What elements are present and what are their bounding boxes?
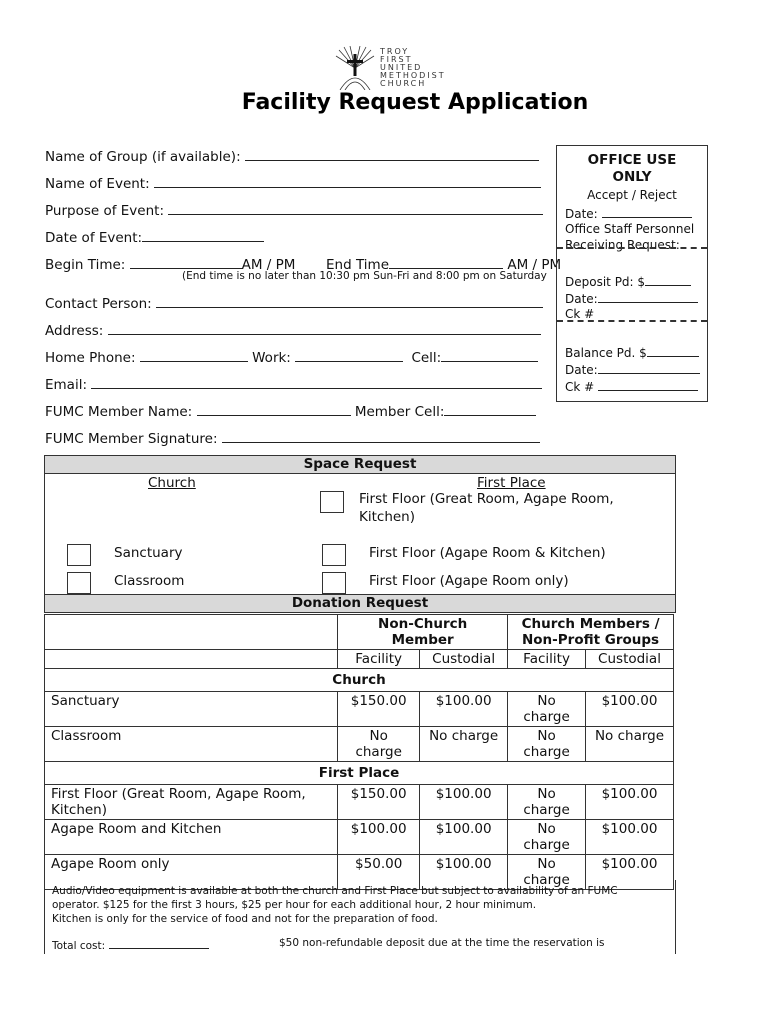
av-note-1: Audio/Video equipment is available at both the church and First Place but subject to availability of an FUMC <box>52 885 618 897</box>
member-signature-field[interactable] <box>222 428 540 443</box>
nonchurch-facility: $150.00 <box>338 692 420 727</box>
church-section-label: Church <box>45 669 674 692</box>
agape-kitchen-label: First Floor (Agape Room & Kitchen) <box>369 545 606 561</box>
nonchurch-custodial: $100.00 <box>420 692 508 727</box>
begin-ampm: AM / PM <box>241 257 296 273</box>
logo-line: METHODIST <box>380 71 446 80</box>
checkbox-first-floor-full[interactable] <box>320 491 344 513</box>
accept-reject: Accept / Reject <box>587 188 677 202</box>
section-row <box>45 762 674 785</box>
facility-header: Facility <box>338 650 420 669</box>
first-floor-full-label: First Floor (Great Room, Agape Room, <box>359 491 614 507</box>
member-cell-field[interactable] <box>444 401 536 416</box>
date-field[interactable] <box>142 227 264 242</box>
group-name-row <box>45 146 539 165</box>
deposit-note: $50 non-refundable deposit due at the time the reservation is <box>279 937 605 949</box>
kitchen-note: Kitchen is only for the service of food and not for the preparation of food. <box>52 913 438 925</box>
deposit-field[interactable] <box>645 273 691 286</box>
row-name: Sanctuary <box>45 692 338 727</box>
office-date-1: Date: <box>565 205 692 221</box>
event-name-row <box>45 173 541 192</box>
row-name: Classroom <box>45 727 338 762</box>
email-label: Email: <box>45 377 88 393</box>
nonchurch-facility: $50.00 <box>338 855 420 890</box>
sanctuary-label: Sanctuary <box>114 545 183 561</box>
begin-time-label: Begin Time: <box>45 257 126 273</box>
group-name-label: Name of Group (if available): <box>45 149 241 165</box>
custodial-header: Custodial <box>420 650 508 669</box>
member-name-label: FUMC Member Name: <box>45 404 193 420</box>
deposit-paid: Deposit Pd: $ <box>565 273 691 289</box>
phone-row <box>45 347 538 366</box>
begin-time-field[interactable] <box>130 254 242 269</box>
first-place-section-label: First Place <box>45 762 674 785</box>
member-signature-label: FUMC Member Signature: <box>45 431 218 447</box>
balance-paid: Balance Pd. $ <box>565 344 699 360</box>
first-place-heading: First Place <box>477 475 546 491</box>
office-use-heading-2: ONLY <box>612 169 652 185</box>
office-use-heading: OFFICE USE <box>587 152 677 168</box>
member-custodial: $100.00 <box>586 785 674 820</box>
nonchurch-facility: No charge <box>338 727 420 762</box>
cell-field[interactable] <box>441 347 538 362</box>
cross-sunburst-icon <box>334 46 376 90</box>
home-phone-label: Home Phone: <box>45 350 136 366</box>
office-date-3: Date: <box>565 361 700 377</box>
contact-field[interactable] <box>156 293 543 308</box>
purpose-field[interactable] <box>168 200 543 215</box>
event-name-label: Name of Event: <box>45 176 150 192</box>
checkbox-classroom[interactable] <box>67 572 91 594</box>
logo-line: TROY <box>380 47 410 56</box>
nonchurch-custodial: $100.00 <box>420 785 508 820</box>
checkbox-agape-only[interactable] <box>322 572 346 594</box>
logo-line: FIRST <box>380 55 413 64</box>
nonchurch-custodial: $100.00 <box>420 855 508 890</box>
work-label: Work: <box>252 350 291 366</box>
date-row <box>45 227 264 246</box>
end-time-field[interactable] <box>389 254 503 269</box>
row-name: Agape Room only <box>45 855 338 890</box>
table-cell <box>45 650 338 669</box>
church-logo <box>334 46 464 90</box>
home-phone-field[interactable] <box>140 347 248 362</box>
email-field[interactable] <box>91 374 542 389</box>
nonchurch-custodial: No charge <box>420 727 508 762</box>
nonchurch-custodial: $100.00 <box>420 820 508 855</box>
custodial-header: Custodial <box>586 650 674 669</box>
check-number-1: Ck # <box>565 307 595 321</box>
space-request-header: Space Request <box>44 455 676 474</box>
end-time-label: End Time <box>326 257 390 273</box>
member-name-field[interactable] <box>197 401 351 416</box>
member-facility: No charge <box>508 855 586 890</box>
first-floor-full-label-2: Kitchen) <box>359 509 416 525</box>
purpose-label: Purpose of Event: <box>45 203 164 219</box>
row-name: Agape Room and Kitchen <box>45 820 338 855</box>
check-number-2: Ck # <box>565 378 698 394</box>
checkbox-agape-kitchen[interactable] <box>322 544 346 566</box>
checkbox-sanctuary[interactable] <box>67 544 91 566</box>
dashed-divider <box>557 320 707 322</box>
nonchurch-facility: $100.00 <box>338 820 420 855</box>
section-row <box>45 669 674 692</box>
office-date-2: Date: <box>565 290 698 306</box>
table-row <box>45 820 674 855</box>
office-date-1-field[interactable] <box>602 205 692 218</box>
table-row <box>45 785 674 820</box>
av-note-2: operator. $125 for the first 3 hours, $25 per hour for each additional hour, 2 hour minimum. <box>52 899 537 911</box>
event-name-field[interactable] <box>154 173 541 188</box>
member-facility: No charge <box>508 692 586 727</box>
office-staff: Office Staff Personnel <box>565 222 695 236</box>
member-facility: No charge <box>508 785 586 820</box>
donation-table <box>44 614 674 890</box>
group-name-field[interactable] <box>245 146 539 161</box>
classroom-label: Classroom <box>114 573 185 589</box>
member-custodial: $100.00 <box>586 855 674 890</box>
table-cell <box>45 615 338 650</box>
address-row <box>45 320 541 339</box>
church-members-header: Church Members / Non-Profit Groups <box>508 615 674 650</box>
footer-notes <box>44 880 676 954</box>
cell-label: Cell: <box>411 350 442 366</box>
member-facility: No charge <box>508 820 586 855</box>
table-subheader-row <box>45 650 674 669</box>
member-custodial: $100.00 <box>586 692 674 727</box>
member-custodial: No charge <box>586 727 674 762</box>
member-name-row <box>45 401 536 420</box>
purpose-row <box>45 200 543 219</box>
date-label: Date of Event: <box>45 230 143 246</box>
table-header-row <box>45 615 674 650</box>
page-title: Facility Request Application <box>241 90 589 115</box>
member-cell-label: Member Cell: <box>354 404 445 420</box>
work-field[interactable] <box>295 347 403 362</box>
church-heading: Church <box>148 475 196 491</box>
office-date-3-field[interactable] <box>598 361 700 374</box>
check-number-2-field[interactable] <box>598 378 698 391</box>
table-row <box>45 692 674 727</box>
logo-line: CHURCH <box>380 79 427 88</box>
dashed-divider <box>557 247 707 249</box>
balance-field[interactable] <box>647 344 699 357</box>
row-name: First Floor (Great Room, Agape Room, Kitchen) <box>45 785 338 820</box>
facility-header: Facility <box>508 650 586 669</box>
nonchurch-facility: $150.00 <box>338 785 420 820</box>
member-custodial: $100.00 <box>586 820 674 855</box>
total-cost-row: Total cost: <box>52 937 209 952</box>
email-row <box>45 374 542 393</box>
contact-label: Contact Person: <box>45 296 152 312</box>
address-field[interactable] <box>108 320 541 335</box>
member-facility: No charge <box>508 727 586 762</box>
nonchurch-member-header: Non-Church Member <box>338 615 508 650</box>
office-date-2-field[interactable] <box>598 290 698 303</box>
receiving-request: Receiving Request: <box>565 238 680 252</box>
contact-row <box>45 293 543 312</box>
end-time-note: (End time is no later than 10:30 pm Sun-Fri and 8:00 pm on Saturday <box>182 270 547 282</box>
table-row <box>45 727 674 762</box>
agape-only-label: First Floor (Agape Room only) <box>369 573 569 589</box>
office-use-box <box>556 145 708 402</box>
end-ampm: AM / PM <box>507 257 562 273</box>
address-label: Address: <box>45 323 104 339</box>
total-cost-field[interactable] <box>109 937 209 949</box>
donation-request-header: Donation Request <box>44 594 676 613</box>
logo-line: UNITED <box>380 63 423 72</box>
member-signature-row <box>45 428 540 447</box>
